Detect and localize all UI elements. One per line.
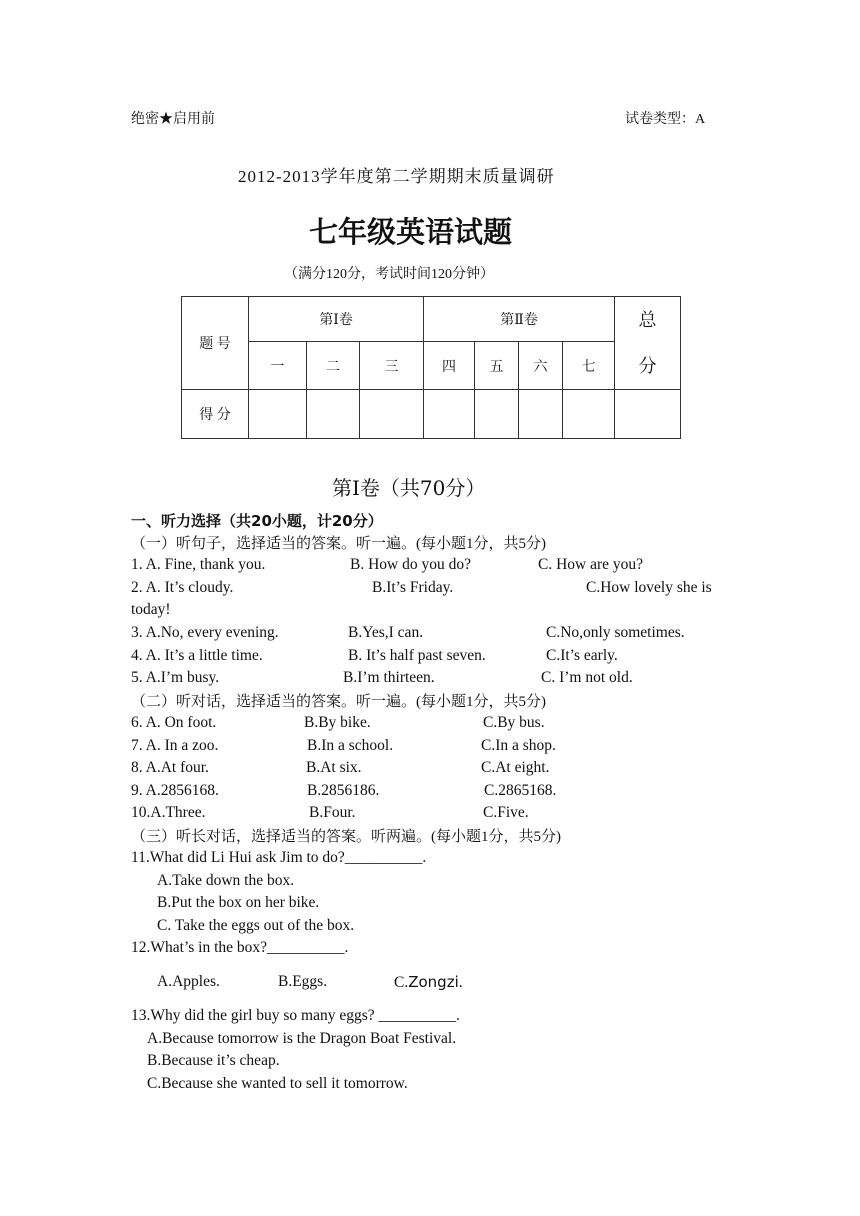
q12-option-c-suffix: . <box>458 974 463 991</box>
q13-stem: 13.Why did the girl buy so many eggs? __________. <box>131 1007 460 1024</box>
q4-option-c: C.It’s early. <box>546 647 618 664</box>
score-cell-3 <box>360 390 424 439</box>
q13-option-c: C.Because she wanted to sell it tomorrow. <box>147 1075 408 1092</box>
score-label: 得 分 <box>182 390 249 439</box>
q13-option-a: A.Because tomorrow is the Dragon Boat Festival. <box>147 1030 457 1047</box>
q7-option-a: 7. A. In a zoo. <box>131 737 219 754</box>
q5-option-b: B.I’m thirteen. <box>343 669 435 686</box>
col-2: 二 <box>307 342 360 390</box>
q1-option-b: B. How do you do? <box>350 556 471 573</box>
exam-subtitle: 2012-2013学年度第二学期期末质量调研 <box>238 167 555 186</box>
score-table <box>181 296 681 439</box>
q4-option-b: B. It’s half past seven. <box>348 647 486 664</box>
q12-option-c <box>394 973 463 992</box>
q5-option-c: C. I’m not old. <box>541 669 633 686</box>
score-cell-4 <box>424 390 475 439</box>
q6-option-c: C.By bus. <box>483 714 545 731</box>
confidential-mark: 绝密★启用前 <box>131 112 215 127</box>
q11-option-b: B.Put the box on her bike. <box>157 894 320 911</box>
exam-title: 七年级英语试题 <box>309 215 513 249</box>
q12-option-b: B.Eggs. <box>278 973 328 990</box>
score-cell-total <box>615 390 681 439</box>
sub3-instructions: （三）听长对话，选择适当的答案。听两遍。(每小题1分，共5分) <box>131 829 561 845</box>
q9-option-b: B.2856186. <box>307 782 380 799</box>
q11-option-a: A.Take down the box. <box>157 872 295 889</box>
sub1-instructions: （一）听句子，选择适当的答案。听一遍。(每小题1分，共5分) <box>131 536 546 552</box>
q9-option-a: 9. A.2856168. <box>131 782 219 799</box>
q11-stem: 11.What did Li Hui ask Jim to do?__________. <box>131 849 427 866</box>
q7-option-c: C.In a shop. <box>481 737 556 754</box>
q8-option-c: C.At eight. <box>481 759 550 776</box>
q8-option-b: B.At six. <box>306 759 362 776</box>
question-number-label: 题 号 <box>182 297 249 390</box>
q10-option-c: C.Five. <box>483 804 529 821</box>
q2-option-a: 2. A. It’s cloudy. <box>131 579 234 596</box>
q12-option-c-prefix: C. <box>394 974 409 991</box>
q5-option-a: 5. A.I’m busy. <box>131 669 220 686</box>
col-1: 一 <box>249 342 307 390</box>
q2-option-b: B.It’s Friday. <box>372 579 454 596</box>
total-header <box>615 297 681 390</box>
q3-option-a: 3. A.No, every evening. <box>131 624 279 641</box>
q10-option-b: B.Four. <box>309 804 356 821</box>
q3-option-c: C.No,only sometimes. <box>546 624 685 641</box>
total-char-2: 分 <box>638 356 657 376</box>
q6-option-a: 6. A. On foot. <box>131 714 217 731</box>
score-cell-7 <box>563 390 615 439</box>
score-cell-5 <box>475 390 519 439</box>
score-cell-2 <box>307 390 360 439</box>
q2-option-c: C.How lovely she is <box>586 579 712 596</box>
paper-type: 试卷类型：A <box>625 112 706 127</box>
col-7: 七 <box>563 342 615 390</box>
q2-option-c-cont: today! <box>131 601 171 618</box>
q3-option-b: B.Yes,I can. <box>348 624 424 641</box>
col-5: 五 <box>475 342 519 390</box>
q4-option-a: 4. A. It’s a little time. <box>131 647 263 664</box>
q7-option-b: B.In a school. <box>307 737 394 754</box>
q1-option-a: 1. A. Fine, thank you. <box>131 556 266 573</box>
q6-option-b: B.By bike. <box>304 714 371 731</box>
q12-option-a: A.Apples. <box>157 973 220 990</box>
q12-option-c-word: Zongzi <box>408 973 459 991</box>
vol1-header: 第Ⅰ卷 <box>249 297 424 342</box>
q10-option-a: 10.A.Three. <box>131 804 206 821</box>
q1-option-c: C. How are you? <box>538 556 644 573</box>
q11-option-c: C. Take the eggs out of the box. <box>157 917 355 934</box>
vol2-header: 第Ⅱ卷 <box>424 297 615 342</box>
exam-note: （满分120分，考试时间120分钟） <box>284 267 494 282</box>
col-6: 六 <box>519 342 563 390</box>
score-cell-1 <box>249 390 307 439</box>
sub2-instructions: （二）听对话，选择适当的答案。听一遍。(每小题1分，共5分) <box>131 694 546 710</box>
part1-title: 一、听力选择（共20小题，计20分） <box>131 512 383 530</box>
total-char-1: 总 <box>638 310 657 330</box>
section1-title: 第Ⅰ卷（共70分） <box>332 476 486 500</box>
q9-option-c: C.2865168. <box>484 782 557 799</box>
col-4: 四 <box>424 342 475 390</box>
col-3: 三 <box>360 342 424 390</box>
q12-stem: 12.What’s in the box?__________. <box>131 939 349 956</box>
score-cell-6 <box>519 390 563 439</box>
q13-option-b: B.Because it’s cheap. <box>147 1052 280 1069</box>
q8-option-a: 8. A.At four. <box>131 759 209 776</box>
